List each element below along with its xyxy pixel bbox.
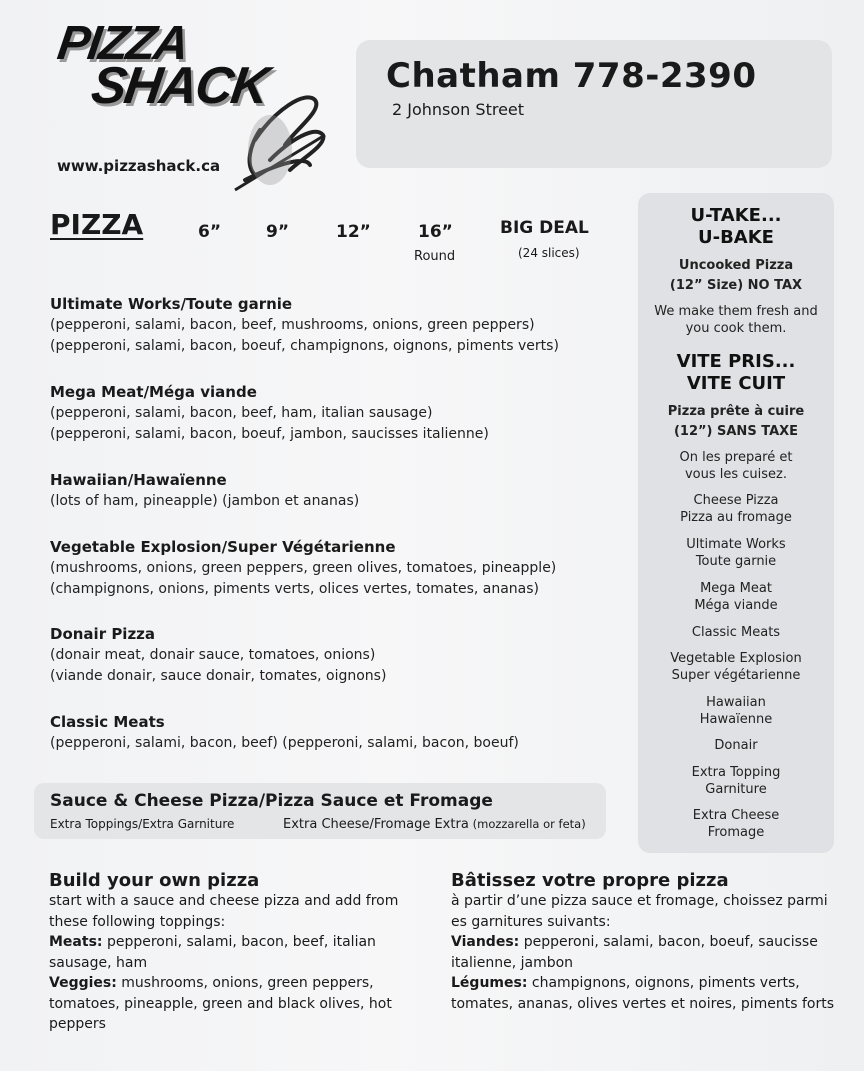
website-link[interactable]: www.pizzashack.ca	[57, 157, 221, 175]
item-classic-meats-name: Classic Meats	[50, 713, 165, 731]
legumes-label: Légumes:	[451, 975, 528, 991]
item-hawaiian-desc: (lots of ham, pineapple) (jambon et ananas)	[50, 493, 360, 509]
extra-cheese-text: Extra Cheese/Fromage Extra	[283, 817, 469, 832]
prepare-line2: vous les cuisez.	[684, 467, 788, 482]
uncooked-line2: (12” Size) NO TAX	[669, 278, 803, 293]
size-big-deal-note: (24 slices)	[518, 246, 580, 260]
sidebar-ultimate-fr: Toute garnie	[695, 554, 777, 569]
item-mega-meat-desc-fr: (pepperoni, salami, bacon, boeuf, jambon, saucisses italienne)	[50, 426, 489, 442]
build-fr-line1: à partir d’une pizza sauce et fromage, choissez parmi	[451, 893, 828, 909]
item-vegetable-desc-fr: (champignons, onions, piments verts, olices vertes, tomates, ananas)	[50, 581, 540, 597]
item-donair-desc-en: (donair meat, donair sauce, tomatoes, onions)	[50, 647, 376, 663]
sidebar-cheese-en: Cheese Pizza	[693, 493, 779, 508]
sidebar-veg-fr: Super végétarienne	[671, 668, 801, 683]
u-take-sidebar	[638, 193, 834, 853]
build-own-body-en	[49, 891, 419, 1035]
extra-cheese-note: (mozzarella or feta)	[472, 817, 586, 831]
veggies-line1: mushrooms, onions, green peppers,	[116, 975, 374, 991]
build-en-meats-line2: sausage, ham	[49, 954, 148, 971]
sidebar-donair: Donair	[714, 738, 758, 753]
prepare-line1: On les preparé et	[679, 450, 793, 465]
sidebar-hawaiian-en: Hawaiian	[706, 695, 766, 710]
sidebar-extra-topping-en: Extra Topping	[691, 765, 781, 780]
size-big-deal: BIG DEAL	[500, 218, 589, 238]
size-12: 12”	[336, 222, 371, 242]
sidebar-extra-cheese-en: Extra Cheese	[692, 808, 780, 823]
sidebar-mega-fr: Méga viande	[694, 598, 778, 613]
item-hawaiian-name: Hawaiian/Hawaïenne	[50, 471, 227, 489]
build-fr-meats-line2: italienne, jambon	[451, 954, 574, 971]
size-9: 9”	[266, 222, 290, 242]
item-ultimate-works-desc-fr: (pepperoni, salami, bacon, boeuf, champignons, oignons, piments verts)	[50, 338, 559, 354]
sidebar-cheese-fr: Pizza au fromage	[680, 510, 792, 525]
fresh-line1: We make them fresh and	[654, 304, 818, 319]
logo-pizza-text: PIZZA	[54, 17, 191, 70]
prete-line1: Pizza prête à cuire	[667, 404, 805, 419]
build-own-body-fr	[451, 891, 851, 1014]
meats-line1: pepperoni, salami, bacon, beef, italian	[102, 934, 376, 950]
build-en-line1: start with a sauce and cheese pizza and add from	[49, 893, 399, 909]
fresh-line2: you cook them.	[685, 321, 787, 336]
build-en-veggies-line3: peppers	[49, 1016, 106, 1032]
utake-line1: U-TAKE...	[690, 205, 782, 226]
viandes-line1: pepperoni, salami, bacon, boeuf, saucisse	[519, 934, 818, 950]
size-6: 6”	[198, 222, 222, 242]
sidebar-mega-en: Mega Meat	[700, 581, 772, 596]
logo-shack-text: SHACK	[87, 57, 271, 115]
item-ultimate-works-name: Ultimate Works/Toute garnie	[50, 295, 293, 313]
logo-hand-icon	[215, 70, 335, 195]
sidebar-hawaiian-fr: Hawaïenne	[699, 712, 773, 727]
item-mega-meat-name: Mega Meat/Méga viande	[50, 383, 257, 401]
extra-cheese-label	[283, 817, 586, 832]
meats-label: Meats:	[49, 934, 103, 950]
size-16-note: Round	[414, 249, 456, 264]
sidebar-ultimate-en: Ultimate Works	[686, 537, 786, 552]
item-vegetable-name: Vegetable Explosion/Super Végétarienne	[50, 538, 396, 556]
viandes-label: Viandes:	[451, 934, 520, 950]
sidebar-veg-en: Vegetable Explosion	[670, 651, 802, 666]
location-address: 2 Johnson Street	[392, 100, 525, 119]
sidebar-extra-cheese-fr: Fromage	[707, 825, 765, 840]
build-en-veggies	[49, 973, 419, 994]
utake-line2: U-BAKE	[698, 227, 774, 248]
item-donair-desc-fr: (viande donair, sauce donair, tomates, oignons)	[50, 668, 387, 684]
build-en-line2: these following toppings:	[49, 913, 226, 930]
legumes-line1: champignons, oignons, piments verts,	[527, 975, 800, 991]
pizza-heading: PIZZA	[50, 208, 144, 241]
item-ultimate-works-desc-en: (pepperoni, salami, bacon, beef, mushrooms, onions, green peppers)	[50, 317, 535, 333]
uncooked-line1: Uncooked Pizza	[678, 258, 794, 273]
build-fr-meats	[451, 932, 851, 953]
item-donair-name: Donair Pizza	[50, 625, 156, 643]
veggies-label: Veggies:	[49, 975, 117, 991]
sidebar-classic: Classic Meats	[691, 625, 781, 640]
sidebar-extra-topping-fr: Garniture	[705, 782, 767, 797]
vite-line2: VITE CUIT	[686, 373, 786, 394]
build-fr-veggies-line2: tomates, ananas, olives vertes et noires, piments forts	[451, 995, 835, 1012]
item-vegetable-desc-en: (mushrooms, onions, green peppers, green olives, tomatoes, pineapple)	[50, 560, 557, 576]
build-fr-line2: es garnitures suivants:	[451, 913, 611, 930]
sauce-cheese-title: Sauce & Cheese Pizza/Pizza Sauce et Fromage	[50, 791, 493, 811]
vite-line1: VITE PRIS...	[676, 351, 796, 372]
build-own-title-en: Build your own pizza	[49, 870, 260, 891]
build-en-meats	[49, 932, 419, 953]
item-mega-meat-desc-en: (pepperoni, salami, bacon, beef, ham, italian sausage)	[50, 405, 433, 421]
build-en-veggies-line2: tomatoes, pineapple, green and black olives, hot	[49, 995, 392, 1012]
build-fr-veggies	[451, 973, 851, 994]
location-phone: Chatham 778-2390	[386, 56, 757, 96]
extra-toppings-label: Extra Toppings/Extra Garniture	[50, 817, 235, 831]
size-16: 16”	[418, 222, 453, 242]
prete-line2: (12”) SANS TAXE	[673, 424, 799, 439]
item-classic-meats-desc: (pepperoni, salami, bacon, beef) (pepperoni, salami, bacon, boeuf)	[50, 735, 519, 751]
build-own-title-fr: Bâtissez votre propre pizza	[451, 870, 729, 891]
